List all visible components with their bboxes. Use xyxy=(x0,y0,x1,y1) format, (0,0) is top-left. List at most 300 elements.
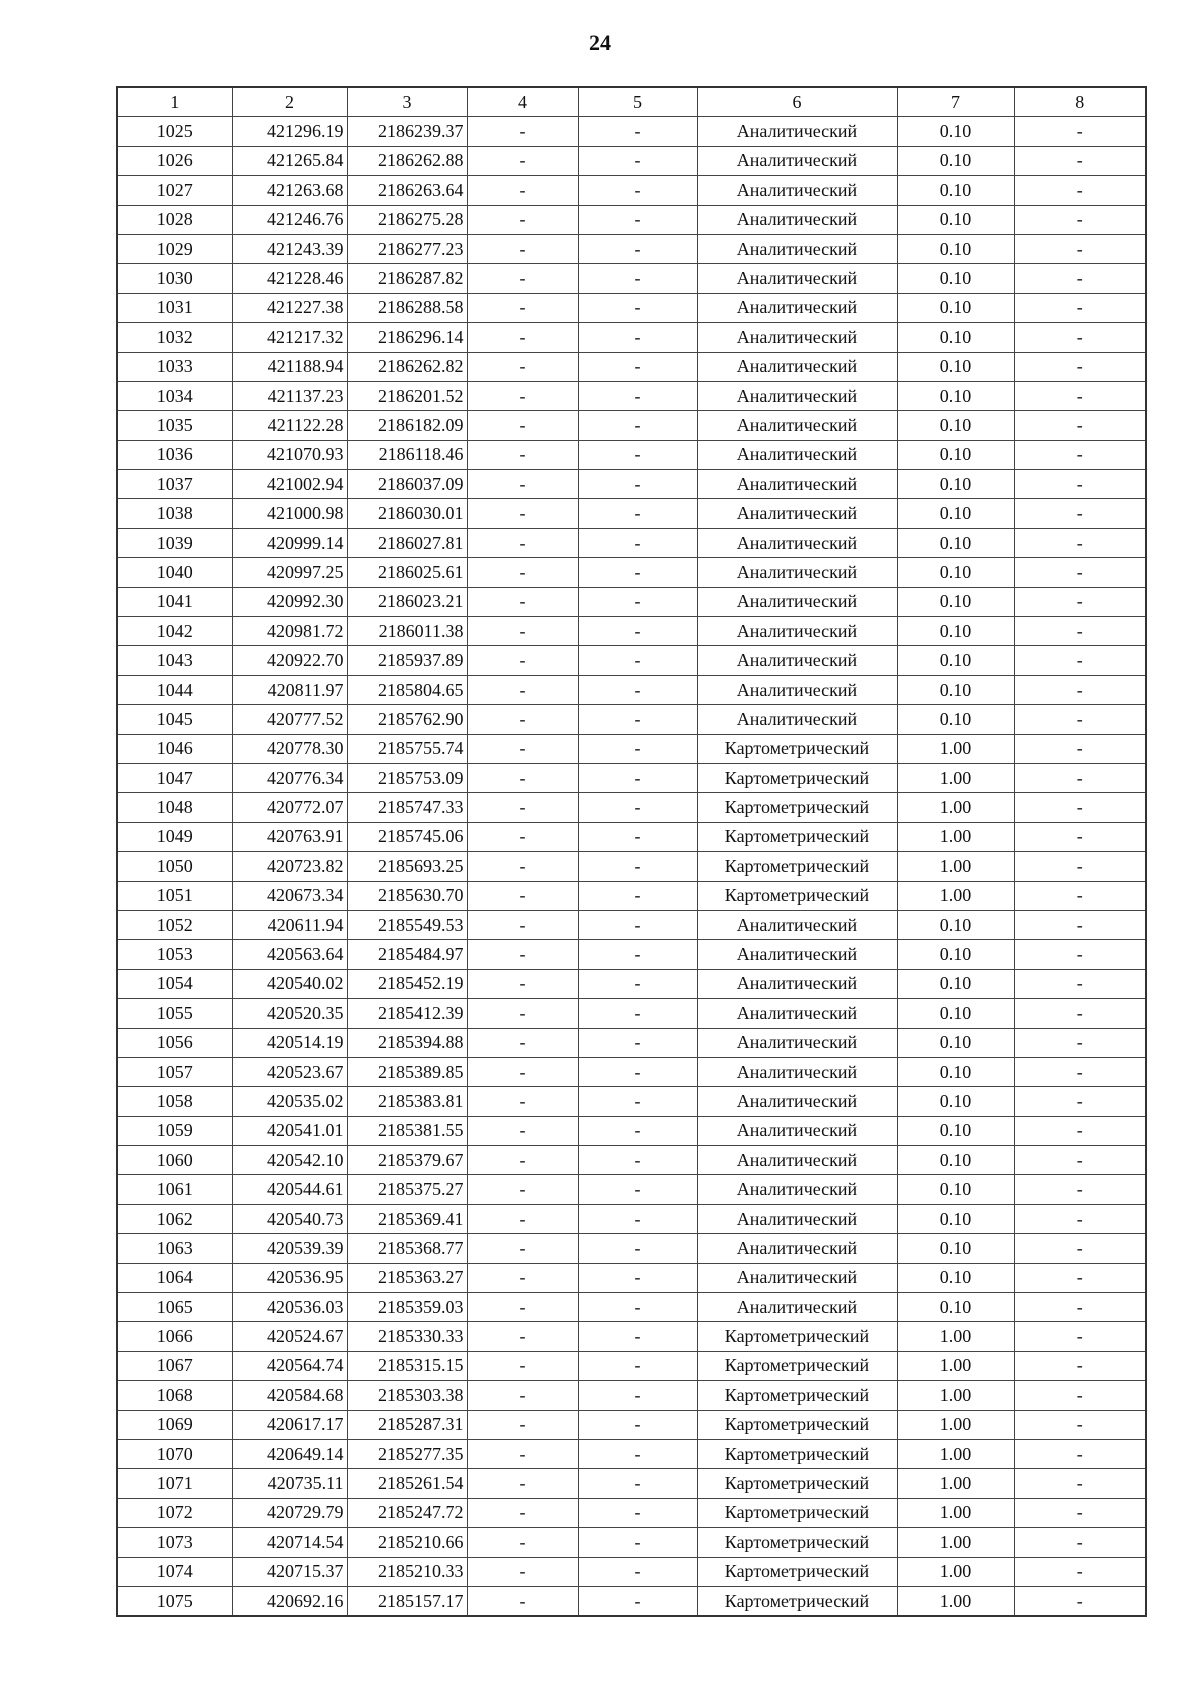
x-coordinate-cell: 420715.37 xyxy=(232,1557,347,1586)
table-row xyxy=(117,763,1146,792)
accuracy-cell: 0.10 xyxy=(897,1146,1014,1175)
table-row xyxy=(117,146,1146,175)
col8-cell: - xyxy=(1014,822,1146,851)
x-coordinate-cell: 420540.02 xyxy=(232,969,347,998)
page-number: 24 xyxy=(589,30,611,55)
table-row xyxy=(117,558,1146,587)
y-coordinate-cell: 2185762.90 xyxy=(347,705,467,734)
y-coordinate-cell: 2185375.27 xyxy=(347,1175,467,1204)
method-cell: Картометрический xyxy=(697,1498,897,1527)
col5-cell: - xyxy=(578,940,697,969)
col4-cell: - xyxy=(467,146,578,175)
method-cell: Аналитический xyxy=(697,323,897,352)
point-number-cell: 1051 xyxy=(117,881,232,910)
x-coordinate-cell: 420922.70 xyxy=(232,646,347,675)
col5-cell: - xyxy=(578,675,697,704)
col4-cell: - xyxy=(467,705,578,734)
point-number-cell: 1030 xyxy=(117,264,232,293)
col4-cell: - xyxy=(467,264,578,293)
col4-cell: - xyxy=(467,1410,578,1439)
x-coordinate-cell: 421265.84 xyxy=(232,146,347,175)
method-cell: Картометрический xyxy=(697,1410,897,1439)
col4-cell: - xyxy=(467,822,578,851)
y-coordinate-cell: 2186023.21 xyxy=(347,587,467,616)
accuracy-cell: 0.10 xyxy=(897,1175,1014,1204)
col5-cell: - xyxy=(578,910,697,939)
table-row xyxy=(117,411,1146,440)
col4-cell: - xyxy=(467,1204,578,1233)
method-cell: Аналитический xyxy=(697,1293,897,1322)
col5-cell: - xyxy=(578,352,697,381)
method-cell: Аналитический xyxy=(697,705,897,734)
method-cell: Аналитический xyxy=(697,910,897,939)
col8-cell: - xyxy=(1014,558,1146,587)
method-cell: Картометрический xyxy=(697,1439,897,1468)
point-number-cell: 1038 xyxy=(117,499,232,528)
accuracy-cell: 0.10 xyxy=(897,146,1014,175)
col8-cell: - xyxy=(1014,617,1146,646)
col8-cell: - xyxy=(1014,1381,1146,1410)
table-row xyxy=(117,1146,1146,1175)
y-coordinate-cell: 2185394.88 xyxy=(347,1028,467,1057)
method-cell: Аналитический xyxy=(697,1175,897,1204)
x-coordinate-cell: 420735.11 xyxy=(232,1469,347,1498)
col4-cell: - xyxy=(467,1498,578,1527)
column-header: 4 xyxy=(467,87,578,117)
x-coordinate-cell: 420778.30 xyxy=(232,734,347,763)
accuracy-cell: 1.00 xyxy=(897,1351,1014,1380)
table-row xyxy=(117,440,1146,469)
table-row xyxy=(117,1116,1146,1145)
col8-cell: - xyxy=(1014,1469,1146,1498)
accuracy-cell: 0.10 xyxy=(897,705,1014,734)
accuracy-cell: 0.10 xyxy=(897,910,1014,939)
col5-cell: - xyxy=(578,1087,697,1116)
col8-cell: - xyxy=(1014,793,1146,822)
method-cell: Аналитический xyxy=(697,940,897,969)
col5-cell: - xyxy=(578,1057,697,1086)
y-coordinate-cell: 2185261.54 xyxy=(347,1469,467,1498)
table-row xyxy=(117,1322,1146,1351)
col8-cell: - xyxy=(1014,1351,1146,1380)
table-row xyxy=(117,1557,1146,1586)
point-number-cell: 1045 xyxy=(117,705,232,734)
point-number-cell: 1067 xyxy=(117,1351,232,1380)
x-coordinate-cell: 420539.39 xyxy=(232,1234,347,1263)
col5-cell: - xyxy=(578,411,697,440)
col4-cell: - xyxy=(467,293,578,322)
accuracy-cell: 0.10 xyxy=(897,440,1014,469)
method-cell: Аналитический xyxy=(697,1116,897,1145)
y-coordinate-cell: 2185381.55 xyxy=(347,1116,467,1145)
y-coordinate-cell: 2185452.19 xyxy=(347,969,467,998)
method-cell: Картометрический xyxy=(697,881,897,910)
y-coordinate-cell: 2186201.52 xyxy=(347,381,467,410)
col4-cell: - xyxy=(467,587,578,616)
col5-cell: - xyxy=(578,1146,697,1175)
accuracy-cell: 0.10 xyxy=(897,1263,1014,1292)
method-cell: Аналитический xyxy=(697,411,897,440)
accuracy-cell: 0.10 xyxy=(897,352,1014,381)
y-coordinate-cell: 2185937.89 xyxy=(347,646,467,675)
y-coordinate-cell: 2185330.33 xyxy=(347,1322,467,1351)
x-coordinate-cell: 420544.61 xyxy=(232,1175,347,1204)
method-cell: Аналитический xyxy=(697,1204,897,1233)
method-cell: Аналитический xyxy=(697,999,897,1028)
method-cell: Аналитический xyxy=(697,470,897,499)
col5-cell: - xyxy=(578,617,697,646)
y-coordinate-cell: 2186275.28 xyxy=(347,205,467,234)
col5-cell: - xyxy=(578,793,697,822)
accuracy-cell: 1.00 xyxy=(897,734,1014,763)
method-cell: Аналитический xyxy=(697,1057,897,1086)
y-coordinate-cell: 2186011.38 xyxy=(347,617,467,646)
method-cell: Аналитический xyxy=(697,1146,897,1175)
x-coordinate-cell: 421188.94 xyxy=(232,352,347,381)
col4-cell: - xyxy=(467,1175,578,1204)
y-coordinate-cell: 2185210.66 xyxy=(347,1528,467,1557)
point-number-cell: 1034 xyxy=(117,381,232,410)
col4-cell: - xyxy=(467,852,578,881)
accuracy-cell: 1.00 xyxy=(897,822,1014,851)
col8-cell: - xyxy=(1014,1146,1146,1175)
x-coordinate-cell: 420777.52 xyxy=(232,705,347,734)
x-coordinate-cell: 420776.34 xyxy=(232,763,347,792)
y-coordinate-cell: 2185210.33 xyxy=(347,1557,467,1586)
col8-cell: - xyxy=(1014,117,1146,146)
method-cell: Картометрический xyxy=(697,1586,897,1616)
point-number-cell: 1063 xyxy=(117,1234,232,1263)
col4-cell: - xyxy=(467,1116,578,1145)
x-coordinate-cell: 420723.82 xyxy=(232,852,347,881)
accuracy-cell: 0.10 xyxy=(897,470,1014,499)
col8-cell: - xyxy=(1014,264,1146,293)
col4-cell: - xyxy=(467,763,578,792)
x-coordinate-cell: 420649.14 xyxy=(232,1439,347,1468)
method-cell: Аналитический xyxy=(697,675,897,704)
point-number-cell: 1055 xyxy=(117,999,232,1028)
point-number-cell: 1031 xyxy=(117,293,232,322)
point-number-cell: 1066 xyxy=(117,1322,232,1351)
accuracy-cell: 0.10 xyxy=(897,205,1014,234)
method-cell: Аналитический xyxy=(697,440,897,469)
col4-cell: - xyxy=(467,1322,578,1351)
col5-cell: - xyxy=(578,969,697,998)
accuracy-cell: 0.10 xyxy=(897,617,1014,646)
point-number-cell: 1070 xyxy=(117,1439,232,1468)
point-number-cell: 1073 xyxy=(117,1528,232,1557)
col4-cell: - xyxy=(467,323,578,352)
y-coordinate-cell: 2185368.77 xyxy=(347,1234,467,1263)
accuracy-cell: 0.10 xyxy=(897,499,1014,528)
col5-cell: - xyxy=(578,528,697,557)
accuracy-cell: 0.10 xyxy=(897,176,1014,205)
col4-cell: - xyxy=(467,1439,578,1468)
table-row xyxy=(117,264,1146,293)
col8-cell: - xyxy=(1014,1263,1146,1292)
y-coordinate-cell: 2185315.15 xyxy=(347,1351,467,1380)
col8-cell: - xyxy=(1014,440,1146,469)
method-cell: Картометрический xyxy=(697,1381,897,1410)
accuracy-cell: 0.10 xyxy=(897,323,1014,352)
col5-cell: - xyxy=(578,264,697,293)
accuracy-cell: 1.00 xyxy=(897,881,1014,910)
accuracy-cell: 0.10 xyxy=(897,646,1014,675)
table-row xyxy=(117,1439,1146,1468)
table-row xyxy=(117,176,1146,205)
col4-cell: - xyxy=(467,1028,578,1057)
column-header: 1 xyxy=(117,87,232,117)
table-row xyxy=(117,881,1146,910)
table-row xyxy=(117,323,1146,352)
method-cell: Аналитический xyxy=(697,646,897,675)
table-row xyxy=(117,1057,1146,1086)
col5-cell: - xyxy=(578,1439,697,1468)
accuracy-cell: 0.10 xyxy=(897,234,1014,263)
method-cell: Аналитический xyxy=(697,587,897,616)
point-number-cell: 1060 xyxy=(117,1146,232,1175)
method-cell: Аналитический xyxy=(697,264,897,293)
point-number-cell: 1052 xyxy=(117,910,232,939)
y-coordinate-cell: 2185389.85 xyxy=(347,1057,467,1086)
table-row xyxy=(117,940,1146,969)
accuracy-cell: 0.10 xyxy=(897,411,1014,440)
y-coordinate-cell: 2185549.53 xyxy=(347,910,467,939)
x-coordinate-cell: 420729.79 xyxy=(232,1498,347,1527)
col8-cell: - xyxy=(1014,528,1146,557)
point-number-cell: 1040 xyxy=(117,558,232,587)
col4-cell: - xyxy=(467,470,578,499)
col5-cell: - xyxy=(578,734,697,763)
table-row xyxy=(117,969,1146,998)
table-row xyxy=(117,587,1146,616)
col4-cell: - xyxy=(467,646,578,675)
x-coordinate-cell: 421243.39 xyxy=(232,234,347,263)
point-number-cell: 1054 xyxy=(117,969,232,998)
method-cell: Аналитический xyxy=(697,1263,897,1292)
col5-cell: - xyxy=(578,558,697,587)
method-cell: Аналитический xyxy=(697,176,897,205)
x-coordinate-cell: 420514.19 xyxy=(232,1028,347,1057)
x-coordinate-cell: 420992.30 xyxy=(232,587,347,616)
method-cell: Аналитический xyxy=(697,146,897,175)
col8-cell: - xyxy=(1014,381,1146,410)
method-cell: Картометрический xyxy=(697,1322,897,1351)
point-number-cell: 1027 xyxy=(117,176,232,205)
method-cell: Аналитический xyxy=(697,1234,897,1263)
col4-cell: - xyxy=(467,1087,578,1116)
point-number-cell: 1074 xyxy=(117,1557,232,1586)
x-coordinate-cell: 421263.68 xyxy=(232,176,347,205)
col8-cell: - xyxy=(1014,881,1146,910)
table-row xyxy=(117,499,1146,528)
col5-cell: - xyxy=(578,1381,697,1410)
point-number-cell: 1048 xyxy=(117,793,232,822)
y-coordinate-cell: 2186182.09 xyxy=(347,411,467,440)
table-row xyxy=(117,1028,1146,1057)
accuracy-cell: 0.10 xyxy=(897,969,1014,998)
point-number-cell: 1026 xyxy=(117,146,232,175)
method-cell: Аналитический xyxy=(697,381,897,410)
accuracy-cell: 0.10 xyxy=(897,117,1014,146)
col5-cell: - xyxy=(578,587,697,616)
col5-cell: - xyxy=(578,1116,697,1145)
x-coordinate-cell: 420541.01 xyxy=(232,1116,347,1145)
table-row xyxy=(117,1293,1146,1322)
x-coordinate-cell: 420714.54 xyxy=(232,1528,347,1557)
accuracy-cell: 0.10 xyxy=(897,1204,1014,1233)
col8-cell: - xyxy=(1014,176,1146,205)
column-header: 2 xyxy=(232,87,347,117)
method-cell: Картометрический xyxy=(697,1557,897,1586)
table-row xyxy=(117,528,1146,557)
accuracy-cell: 0.10 xyxy=(897,940,1014,969)
y-coordinate-cell: 2186118.46 xyxy=(347,440,467,469)
table-row xyxy=(117,910,1146,939)
table-row xyxy=(117,1263,1146,1292)
col4-cell: - xyxy=(467,411,578,440)
col4-cell: - xyxy=(467,528,578,557)
table-row xyxy=(117,734,1146,763)
col8-cell: - xyxy=(1014,705,1146,734)
y-coordinate-cell: 2185753.09 xyxy=(347,763,467,792)
col8-cell: - xyxy=(1014,1557,1146,1586)
accuracy-cell: 0.10 xyxy=(897,293,1014,322)
point-number-cell: 1057 xyxy=(117,1057,232,1086)
col8-cell: - xyxy=(1014,1586,1146,1616)
x-coordinate-cell: 421228.46 xyxy=(232,264,347,293)
y-coordinate-cell: 2186287.82 xyxy=(347,264,467,293)
point-number-cell: 1029 xyxy=(117,234,232,263)
col4-cell: - xyxy=(467,881,578,910)
table-row xyxy=(117,617,1146,646)
accuracy-cell: 1.00 xyxy=(897,1381,1014,1410)
col5-cell: - xyxy=(578,999,697,1028)
col8-cell: - xyxy=(1014,499,1146,528)
col5-cell: - xyxy=(578,881,697,910)
col8-cell: - xyxy=(1014,734,1146,763)
x-coordinate-cell: 420692.16 xyxy=(232,1586,347,1616)
col5-cell: - xyxy=(578,852,697,881)
col5-cell: - xyxy=(578,1528,697,1557)
point-number-cell: 1042 xyxy=(117,617,232,646)
point-number-cell: 1049 xyxy=(117,822,232,851)
col5-cell: - xyxy=(578,1351,697,1380)
accuracy-cell: 0.10 xyxy=(897,1087,1014,1116)
header-row xyxy=(117,87,1146,117)
table-row xyxy=(117,675,1146,704)
col5-cell: - xyxy=(578,1028,697,1057)
point-number-cell: 1050 xyxy=(117,852,232,881)
accuracy-cell: 0.10 xyxy=(897,1116,1014,1145)
y-coordinate-cell: 2186277.23 xyxy=(347,234,467,263)
y-coordinate-cell: 2186296.14 xyxy=(347,323,467,352)
method-cell: Картометрический xyxy=(697,852,897,881)
accuracy-cell: 1.00 xyxy=(897,1322,1014,1351)
y-coordinate-cell: 2186288.58 xyxy=(347,293,467,322)
point-number-cell: 1032 xyxy=(117,323,232,352)
point-number-cell: 1053 xyxy=(117,940,232,969)
point-number-cell: 1047 xyxy=(117,763,232,792)
x-coordinate-cell: 420564.74 xyxy=(232,1351,347,1380)
col8-cell: - xyxy=(1014,1057,1146,1086)
col4-cell: - xyxy=(467,734,578,763)
x-coordinate-cell: 421227.38 xyxy=(232,293,347,322)
x-coordinate-cell: 421000.98 xyxy=(232,499,347,528)
method-cell: Картометрический xyxy=(697,822,897,851)
table-row xyxy=(117,1586,1146,1616)
x-coordinate-cell: 420540.73 xyxy=(232,1204,347,1233)
col8-cell: - xyxy=(1014,234,1146,263)
col4-cell: - xyxy=(467,940,578,969)
point-number-cell: 1059 xyxy=(117,1116,232,1145)
accuracy-cell: 0.10 xyxy=(897,1057,1014,1086)
point-number-cell: 1044 xyxy=(117,675,232,704)
col5-cell: - xyxy=(578,822,697,851)
x-coordinate-cell: 420763.91 xyxy=(232,822,347,851)
column-header: 6 xyxy=(697,87,897,117)
accuracy-cell: 0.10 xyxy=(897,528,1014,557)
y-coordinate-cell: 2185484.97 xyxy=(347,940,467,969)
y-coordinate-cell: 2185630.70 xyxy=(347,881,467,910)
x-coordinate-cell: 420999.14 xyxy=(232,528,347,557)
x-coordinate-cell: 420811.97 xyxy=(232,675,347,704)
col4-cell: - xyxy=(467,1146,578,1175)
col8-cell: - xyxy=(1014,470,1146,499)
method-cell: Картометрический xyxy=(697,1528,897,1557)
col8-cell: - xyxy=(1014,1498,1146,1527)
point-number-cell: 1043 xyxy=(117,646,232,675)
y-coordinate-cell: 2186030.01 xyxy=(347,499,467,528)
y-coordinate-cell: 2185383.81 xyxy=(347,1087,467,1116)
y-coordinate-cell: 2186239.37 xyxy=(347,117,467,146)
table-row xyxy=(117,1498,1146,1527)
col5-cell: - xyxy=(578,1204,697,1233)
col4-cell: - xyxy=(467,1234,578,1263)
col5-cell: - xyxy=(578,1557,697,1586)
accuracy-cell: 0.10 xyxy=(897,1234,1014,1263)
col8-cell: - xyxy=(1014,763,1146,792)
x-coordinate-cell: 421296.19 xyxy=(232,117,347,146)
point-number-cell: 1046 xyxy=(117,734,232,763)
col4-cell: - xyxy=(467,1263,578,1292)
col5-cell: - xyxy=(578,205,697,234)
col4-cell: - xyxy=(467,499,578,528)
point-number-cell: 1037 xyxy=(117,470,232,499)
point-number-cell: 1065 xyxy=(117,1293,232,1322)
accuracy-cell: 0.10 xyxy=(897,587,1014,616)
col4-cell: - xyxy=(467,1293,578,1322)
method-cell: Картометрический xyxy=(697,763,897,792)
col4-cell: - xyxy=(467,1586,578,1616)
y-coordinate-cell: 2185303.38 xyxy=(347,1381,467,1410)
col8-cell: - xyxy=(1014,411,1146,440)
point-number-cell: 1068 xyxy=(117,1381,232,1410)
column-header: 5 xyxy=(578,87,697,117)
col4-cell: - xyxy=(467,999,578,1028)
x-coordinate-cell: 420611.94 xyxy=(232,910,347,939)
col8-cell: - xyxy=(1014,940,1146,969)
col8-cell: - xyxy=(1014,1439,1146,1468)
col5-cell: - xyxy=(578,470,697,499)
table-row xyxy=(117,793,1146,822)
method-cell: Аналитический xyxy=(697,558,897,587)
x-coordinate-cell: 421122.28 xyxy=(232,411,347,440)
y-coordinate-cell: 2185804.65 xyxy=(347,675,467,704)
accuracy-cell: 0.10 xyxy=(897,1028,1014,1057)
col8-cell: - xyxy=(1014,1028,1146,1057)
column-header: 7 xyxy=(897,87,1014,117)
